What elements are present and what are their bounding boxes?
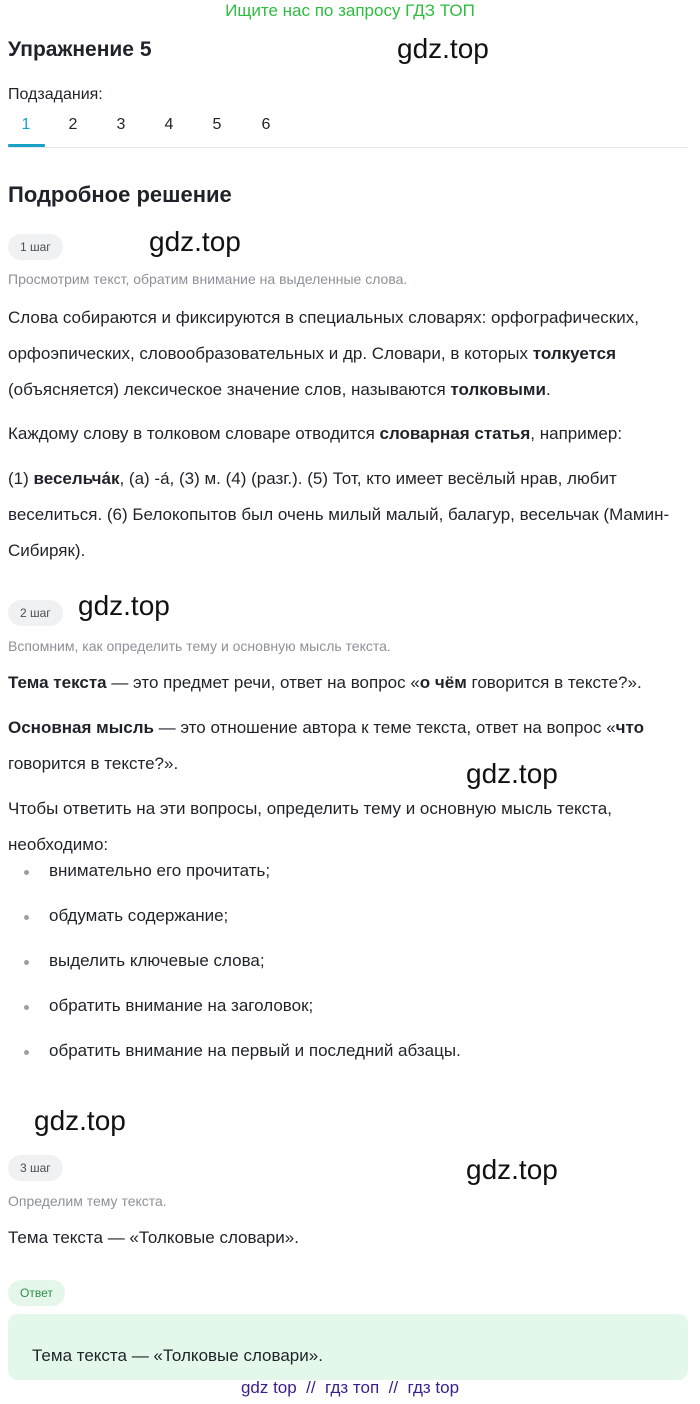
- watermark: gdz.top: [78, 590, 170, 621]
- watermark: gdz.top: [466, 1154, 558, 1185]
- subtask-tab-5[interactable]: 5: [212, 116, 222, 133]
- step-1-paragraph-1: Слова собираются и фиксируются в специальных словарях: орфографических, орфоэпических, словообразовательных и др. Словари, в которых толкуется (объясняется) лексическое значение слов, называются толковыми.: [8, 308, 639, 399]
- step-2-paragraph-3: Чтобы ответить на эти вопросы, определить тему и основную мысль текста, необходимо:: [8, 799, 612, 854]
- page-title: Упражнение 5: [8, 38, 152, 61]
- watermark: gdz.top: [397, 33, 489, 64]
- watermark: gdz.top: [149, 226, 241, 257]
- watermark: gdz.top: [466, 758, 558, 789]
- step-3-badge: 3 шаг: [8, 1155, 63, 1181]
- footer-links: gdz top // гдз топ // гдз top: [240, 1378, 460, 1397]
- solution-heading: Подробное решение: [8, 182, 232, 207]
- step-1-paragraph-2: Каждому слову в толковом словаре отводится словарная статья, например:: [8, 424, 623, 443]
- list-item: обратить внимание на заголовок;: [22, 988, 682, 1033]
- step-2-bullet-list: [22, 853, 682, 1078]
- answer-badge: Ответ: [8, 1280, 65, 1306]
- subtask-tabs: [8, 106, 688, 148]
- step-3-paragraph-1: Тема текста — «Толковые словари».: [8, 1228, 299, 1247]
- step-1-hint: Просмотрим текст, обратим внимание на выделенные слова.: [8, 271, 408, 287]
- step-2-hint: Вспомним, как определить тему и основную мысль текста.: [8, 638, 391, 654]
- active-tab-indicator: [8, 144, 45, 147]
- answer-text: Тема текста — «Толковые словари».: [32, 1346, 323, 1365]
- step-2-paragraph-1: Тема текста — это предмет речи, ответ на вопрос «о чём говорится в тексте?».: [8, 673, 642, 692]
- watermark: gdz.top: [34, 1105, 126, 1136]
- list-item: внимательно его прочитать;: [22, 853, 682, 898]
- subtask-tab-3[interactable]: 3: [116, 116, 126, 133]
- list-item: обратить внимание на первый и последний абзацы.: [22, 1033, 682, 1078]
- step-2-badge: 2 шаг: [8, 600, 63, 626]
- subtask-tab-6[interactable]: 6: [261, 116, 271, 133]
- list-item: выделить ключевые слова;: [22, 943, 682, 988]
- subtask-tab-1[interactable]: 1: [21, 116, 31, 133]
- subtask-tab-4[interactable]: 4: [164, 116, 174, 133]
- step-1-badge: 1 шаг: [8, 234, 63, 260]
- subtask-tab-2[interactable]: 2: [68, 116, 78, 133]
- step-2-paragraph-2: Основная мысль — это отношение автора к теме текста, ответ на вопрос «что говорится в тексте?».: [8, 718, 645, 773]
- promo-banner: Ищите нас по запросу ГДЗ ТОП: [225, 1, 475, 20]
- step-3-hint: Определим тему текста.: [8, 1193, 167, 1209]
- step-1-dictionary-entry: (1) весельча́к, (а) -а́, (3) м. (4) (разг.). (5) Тот, кто имеет весёлый нрав, любит веселиться. (6) Белокопытов был очень милый малый, балагур, весельчак (Мамин-Сибиряк).: [8, 469, 670, 560]
- list-item: обдумать содержание;: [22, 898, 682, 943]
- subtasks-label: Подзадания:: [8, 86, 103, 103]
